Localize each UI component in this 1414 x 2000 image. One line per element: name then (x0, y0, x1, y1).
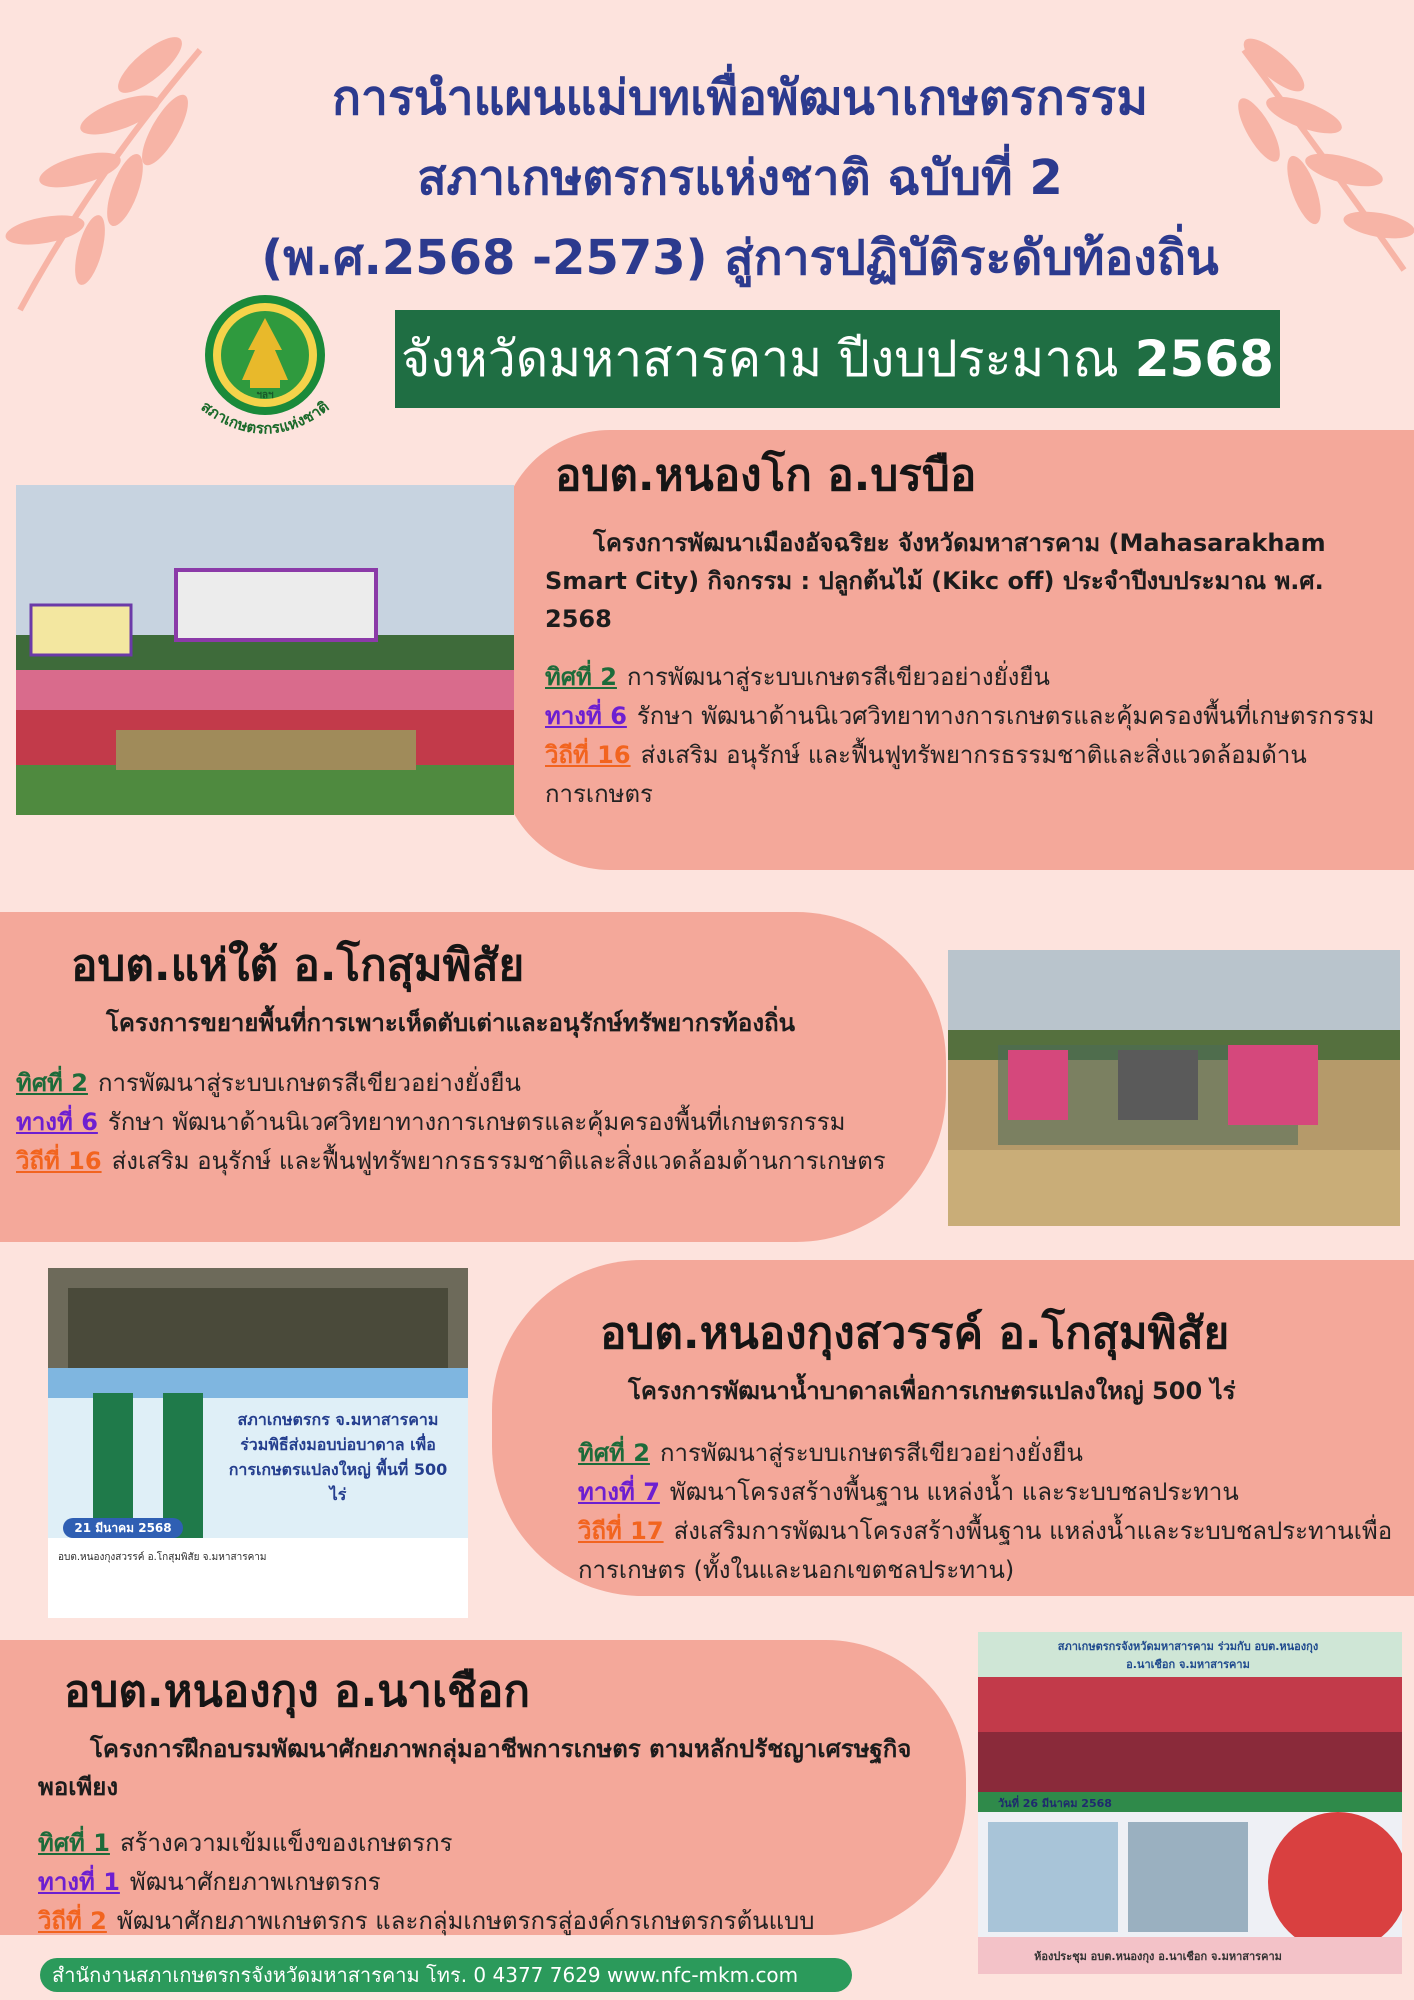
project-photo-2 (948, 950, 1400, 1226)
banner-text: จังหวัดมหาสารคาม ปีงบประมาณ (401, 330, 1119, 388)
logo-inner-text: ฯลฯ (256, 390, 274, 401)
page-title (100, 58, 1380, 298)
direction-key: ทิศที่ 1 (38, 1829, 110, 1857)
method-key: วิถีที่ 2 (38, 1907, 107, 1935)
photo3-place: อบต.หนองกุงสวรรค์ อ.โกสุมพิสัย จ.มหาสารคาม (58, 1552, 267, 1563)
project-4 (38, 1656, 938, 1941)
photo4-top-caption: สภาเกษตรกรจังหวัดมหาสารคาม ร่วมกับ อบต.หนองกุง อ.นาเชือก จ.มหาสารคาม (1057, 1640, 1319, 1671)
way-text: พัฒนาโครงสร้างพื้นฐาน แหล่งน้ำ และระบบชลประทาน (669, 1478, 1239, 1506)
strategy-line (16, 1064, 926, 1103)
title-line-1: การนำแผนแม่บทเพื่อพัฒนาเกษตรกรรม (331, 70, 1149, 126)
project-1-description: โครงการพัฒนาเมืองอัจฉริยะ จังหวัดมหาสารคาม (Mahasarakham Smart City) กิจกรรม : ปลูกต้นไม้ (Kikc off) ประจำปีงบประมาณ พ.ศ. 2568 (545, 529, 1326, 633)
project-4-strategy-list (38, 1824, 938, 1941)
method-text: ส่งเสริมการพัฒนาโครงสร้างพื้นฐาน แหล่งน้ำและระบบชลประทานเพื่อการเกษตร (ทั้งในและนอกเขตชลประทาน) (578, 1517, 1393, 1584)
strategy-line (578, 1473, 1398, 1512)
direction-key: ทิศที่ 2 (578, 1439, 650, 1467)
photo3-caption: สภาเกษตรกร จ.มหาสารคาม ร่วมพิธีส่งมอบบ่อบาดาล เพื่อการเกษตรแปลงใหญ่ พื้นที่ 500 ไร่ (228, 1410, 448, 1504)
project-4-description: โครงการฝึกอบรมพัฒนาศักยภาพกลุ่มอาชีพการเกษตร ตามหลักปรัชญาเศรษฐกิจพอเพียง (38, 1735, 912, 1801)
photo3-date: 21 มีนาคม 2568 (74, 1521, 172, 1535)
strategy-line (545, 736, 1395, 814)
method-key: วิถีที่ 16 (545, 741, 631, 769)
project-4-title: อบต.หนองกุง อ.นาเชือก (64, 1666, 530, 1717)
project-1-title: อบต.หนองโก อ.บรบือ (555, 450, 977, 501)
project-2-description: โครงการขยายพื้นที่การเพาะเห็ดตับเต่าและอนุรักษ์ทรัพยากรท้องถิ่น (106, 1009, 796, 1037)
project-3 (578, 1298, 1398, 1590)
direction-text: การพัฒนาสู่ระบบเกษตรสีเขียวอย่างยั่งยืน (659, 1439, 1083, 1467)
project-photo-1 (16, 485, 514, 815)
strategy-line (578, 1434, 1398, 1473)
strategy-line (16, 1142, 926, 1181)
way-key: ทางที่ 7 (578, 1478, 660, 1506)
photo4-date: วันที่ 26 มีนาคม 2568 (998, 1797, 1112, 1810)
strategy-line (38, 1824, 938, 1863)
project-photo-3 (48, 1268, 468, 1618)
strategy-line (38, 1902, 938, 1941)
way-text: รักษา พัฒนาด้านนิเวศวิทยาทางการเกษตรและคุ้มครองพื้นที่เกษตรกรรม (636, 702, 1375, 730)
direction-text: สร้างความเข้มแข็งของเกษตรกร (119, 1829, 453, 1857)
way-text: รักษา พัฒนาด้านนิเวศวิทยาทางการเกษตรและคุ้มครองพื้นที่เกษตรกรรม (107, 1108, 846, 1136)
project-3-title: อบต.หนองกุงสวรรค์ อ.โกสุมพิสัย (600, 1308, 1230, 1359)
strategy-line (545, 697, 1395, 736)
project-2-strategy-list (16, 1064, 926, 1181)
project-1-strategy-list (545, 658, 1395, 814)
contact-footer: สำนักงานสภาเกษตรกรจังหวัดมหาสารคาม โทร. 0 4377 7629 www.nfc-mkm.com (40, 1958, 852, 1992)
method-text: พัฒนาศักยภาพเกษตรกร และกลุ่มเกษตรกรสู่องค์กรเกษตรกรต้นแบบ (116, 1907, 815, 1935)
method-key: วิถีที่ 17 (578, 1517, 664, 1545)
province-banner (395, 310, 1280, 408)
strategy-line (545, 658, 1395, 697)
method-key: วิถีที่ 16 (16, 1147, 102, 1175)
strategy-line (578, 1512, 1398, 1590)
way-text: พัฒนาศักยภาพเกษตรกร (129, 1868, 381, 1896)
photo4-bottom-caption: ห้องประชุม อบต.หนองกุง อ.นาเชือก จ.มหาสารคาม (1034, 1950, 1282, 1963)
way-key: ทางที่ 6 (545, 702, 627, 730)
direction-text: การพัฒนาสู่ระบบเกษตรสีเขียวอย่างยั่งยืน (97, 1069, 521, 1097)
title-line-3: (พ.ศ.2568 -2573) สู่การปฏิบัติระดับท้องถิ่น (261, 230, 1219, 286)
project-2-title: อบต.แห่ใต้ อ.โกสุมพิสัย (71, 940, 525, 991)
way-key: ทางที่ 1 (38, 1868, 120, 1896)
way-key: ทางที่ 6 (16, 1108, 98, 1136)
council-logo-icon (170, 290, 360, 440)
method-text: ส่งเสริม อนุรักษ์ และฟื้นฟูทรัพยากรธรรมชาติและสิ่งแวดล้อมด้านการเกษตร (545, 741, 1307, 808)
project-photo-4 (978, 1632, 1402, 1974)
project-3-description: โครงการพัฒนาน้ำบาดาลเพื่อการเกษตรแปลงใหญ่ 500 ไร่ (628, 1377, 1236, 1405)
project-3-strategy-list (578, 1434, 1398, 1590)
banner-year: 2568 (1134, 330, 1274, 388)
logo-text: สภาเกษตรกรแห่งชาติ (197, 397, 333, 438)
title-line-2: สภาเกษตรกรแห่งชาติ ฉบับที่ 2 (417, 150, 1063, 206)
project-2 (16, 930, 926, 1181)
direction-text: การพัฒนาสู่ระบบเกษตรสีเขียวอย่างยั่งยืน (626, 663, 1050, 691)
direction-key: ทิศที่ 2 (545, 663, 617, 691)
project-1 (545, 440, 1395, 814)
direction-key: ทิศที่ 2 (16, 1069, 88, 1097)
strategy-line (16, 1103, 926, 1142)
strategy-line (38, 1863, 938, 1902)
method-text: ส่งเสริม อนุรักษ์ และฟื้นฟูทรัพยากรธรรมชาติและสิ่งแวดล้อมด้านการเกษตร (111, 1147, 886, 1175)
